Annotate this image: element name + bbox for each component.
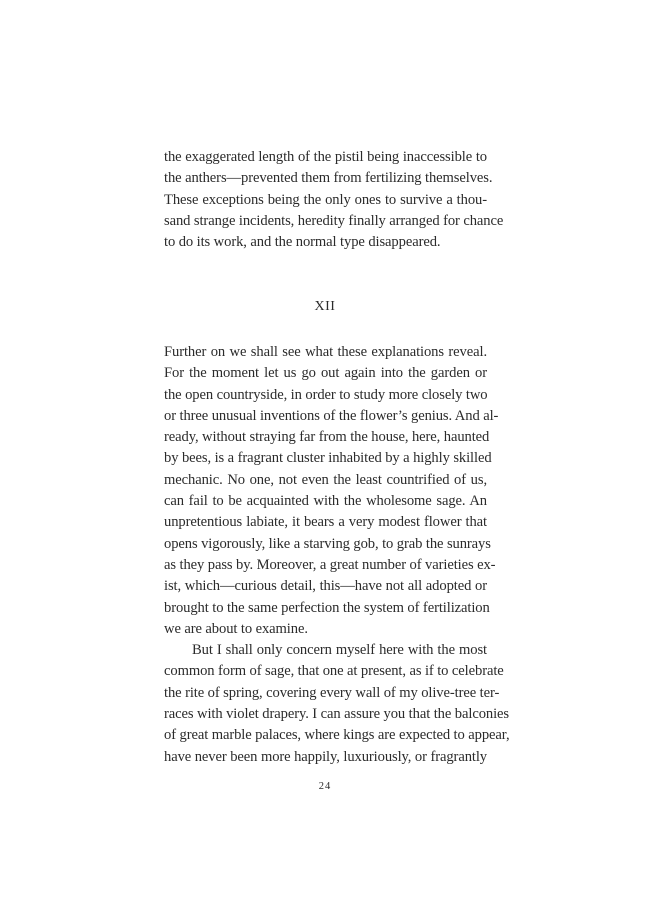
text-line: brought to the same perfection the system of fertilization [164, 599, 490, 616]
page-number: 24 [318, 781, 332, 792]
text-line: But I shall only concern myself here with the most [192, 642, 487, 659]
text-line: These exceptions being the only ones to survive a thou- [164, 191, 487, 208]
text-line: or three unusual inventions of the flower’s genius. And al- [164, 407, 499, 424]
text-line: opens vigorously, like a starving gob, to grab the sunrays [164, 535, 491, 552]
text-line: we are about to examine. [164, 620, 308, 637]
text-line: by bees, is a fragrant cluster inhabited by a highly skilled [164, 450, 492, 467]
text-line: as they pass by. Moreover, a great number of varieties ex- [164, 556, 496, 573]
text-line: ready, without straying far from the house, here, haunted [164, 429, 490, 446]
text-line: races with violet drapery. I can assure you that the balconies [164, 706, 509, 723]
chapter-heading: XII [314, 299, 336, 314]
text-line: Further on we shall see what these explanations reveal. [164, 344, 487, 360]
continued-paragraph [164, 147, 504, 253]
text-line: unpretentious labiate, it bears a very modest flower that [164, 514, 487, 531]
paragraph [164, 342, 499, 640]
text-line: can fail to be acquainted with the wholesome sage. An [164, 493, 487, 510]
text-line: mechanic. No one, not even the least countrified of us, [164, 471, 487, 488]
text-line: the rite of spring, covering every wall of my olive-tree ter- [164, 684, 500, 701]
text-line: sand strange incidents, heredity finally arranged for chance [164, 212, 504, 229]
text-line: the open countryside, in order to study more closely two [164, 386, 488, 403]
text-line: ist, which—curious detail, this—have not all adopted or [164, 578, 487, 595]
chapter-body [164, 342, 510, 768]
text-line: For the moment let us go out again into the garden or [164, 365, 487, 382]
paragraph [164, 640, 510, 768]
text-line: have never been more happily, luxuriously, or fragrantly [164, 748, 487, 765]
text-line: the anthers—prevented them from fertilizing themselves. [164, 170, 493, 187]
text-line: to do its work, and the normal type disappeared. [164, 234, 441, 251]
text-line: the exaggerated length of the pistil being inaccessible to [164, 149, 487, 165]
text-line: of great marble palaces, where kings are expected to appear, [164, 727, 510, 744]
text-line: common form of sage, that one at present, as if to celebrate [164, 663, 504, 680]
